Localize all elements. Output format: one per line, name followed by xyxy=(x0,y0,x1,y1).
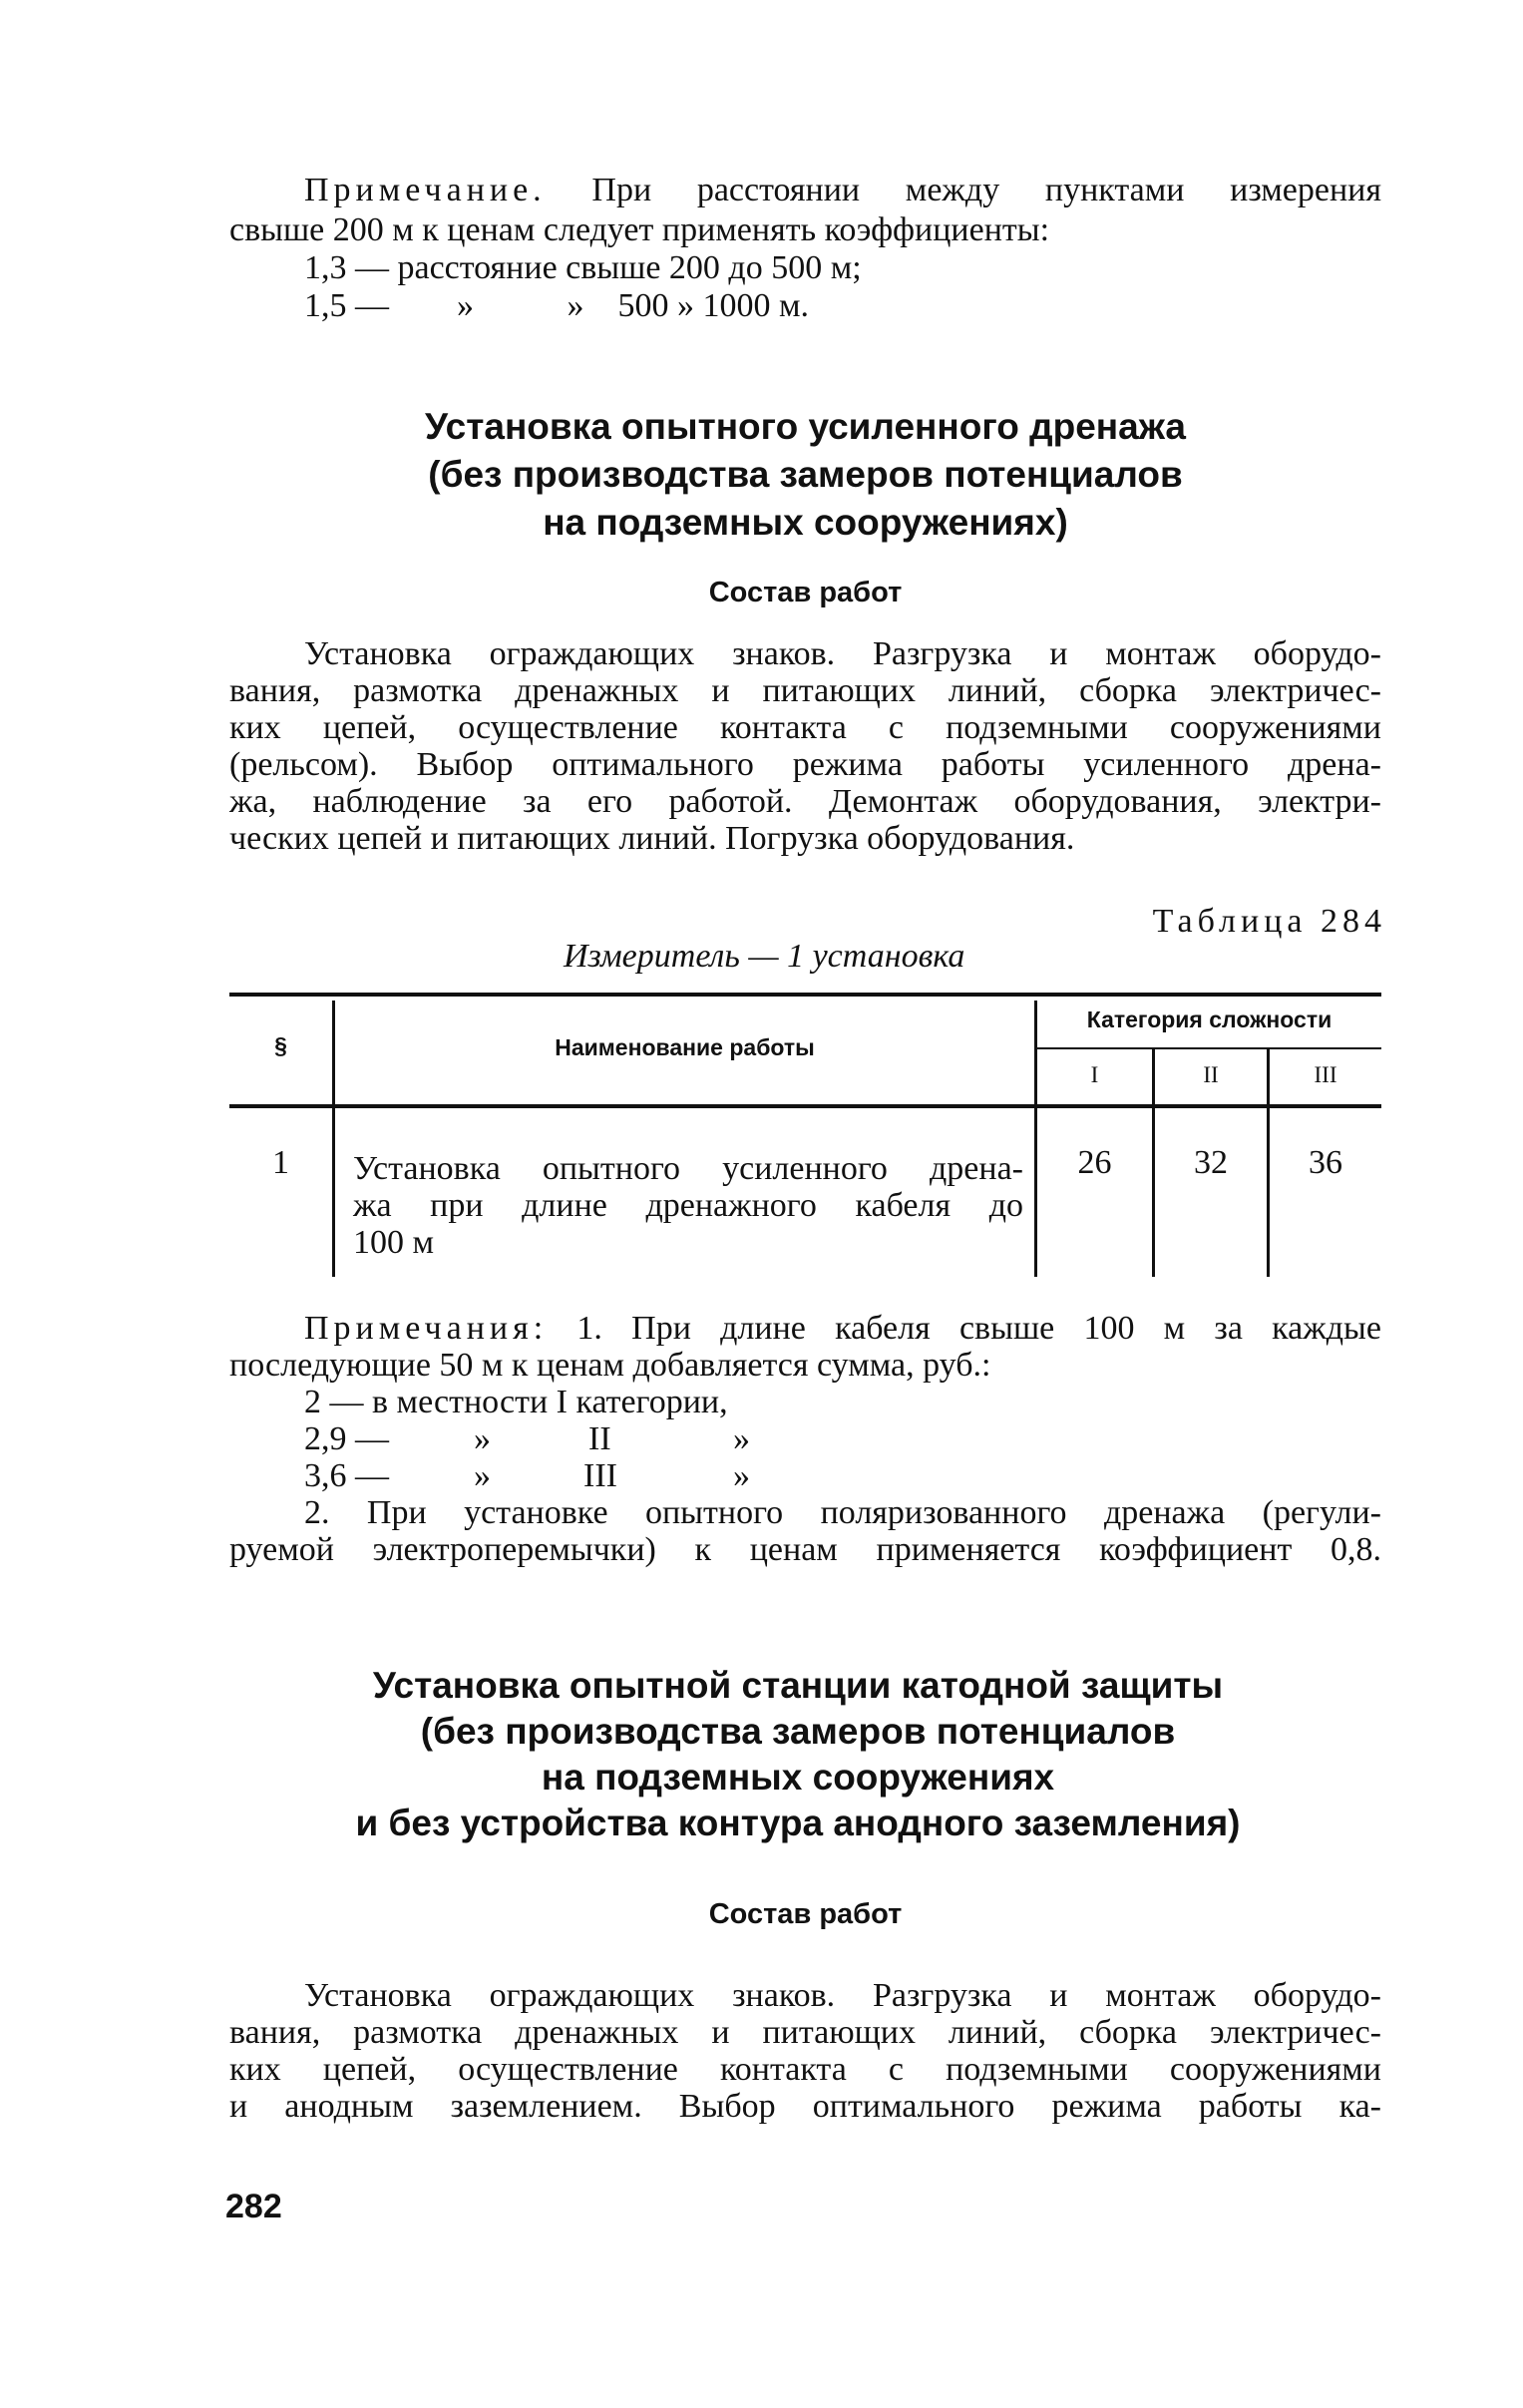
notes-line1 xyxy=(304,1310,1381,1347)
table-top-rule xyxy=(229,993,1381,997)
section1-par-line2: вания, размотка дренажных и питающих линий, сборка электричес- xyxy=(229,672,1381,709)
table-unit: Измеритель — 1 установка xyxy=(564,938,965,975)
notes-item1: 2 — в местности I категории, xyxy=(304,1384,728,1420)
header-cat-1: I xyxy=(1090,1062,1099,1087)
section2-subtitle: Состав работ xyxy=(708,1898,903,1930)
note-top-line4-text: 1,5 — » » 500 » 1000 м. xyxy=(304,287,810,324)
section1-paragraph xyxy=(304,635,1381,672)
section1-title-line2: (без производства замеров потенциалов xyxy=(428,454,1183,495)
note-top-line4 xyxy=(304,287,1102,324)
table-caption: Таблица 284 xyxy=(1152,903,1386,940)
section2-par-line2: вания, размотка дренажных и питающих линий, сборка электричес- xyxy=(229,2014,1381,2051)
notes-last1: 2. При установке опытного поляризованного дренажа (регули- xyxy=(304,1494,1381,1531)
row1-cat1: 26 xyxy=(1077,1144,1112,1181)
note-top-label: Примечание. xyxy=(304,172,547,208)
header-cat-3: III xyxy=(1314,1062,1337,1087)
row1-num: 1 xyxy=(272,1144,289,1181)
notes-last2: руемой электроперемычки) к ценам применяется коэффициент 0,8. xyxy=(229,1531,1381,1568)
section1-par-line6: ческих цепей и питающих линий. Погрузка оборудования. xyxy=(229,820,1075,857)
section2-par-line3: ких цепей, осуществление контакта с подземными сооружениями xyxy=(229,2051,1381,2088)
notes-line2: последующие 50 м к ценам добавляется сумма, руб.: xyxy=(229,1347,991,1384)
section1-title xyxy=(229,407,1381,543)
notes-item3-ditto: » xyxy=(474,1457,491,1494)
section2-paragraph-rest xyxy=(229,2014,1381,2125)
section2-title-line3: на подземных сооружениях xyxy=(541,1757,1055,1798)
notes-item2-value: 2,9 — xyxy=(304,1420,389,1457)
section2-title-line2: (без производства замеров потенциалов xyxy=(420,1711,1176,1752)
notes-item2-ditto: » xyxy=(474,1420,491,1457)
section2-title-line4: и без устройства контура анодного заземления) xyxy=(355,1803,1241,1843)
header-cat-2: II xyxy=(1203,1062,1219,1087)
row1-name-line1: Установка опытного усиленного дрена- xyxy=(353,1150,1023,1187)
section1-par-line5: жа, наблюдение за его работой. Демонтаж оборудования, электри- xyxy=(229,783,1381,820)
section1-title-line1: Установка опытного усиленного дренажа xyxy=(425,406,1186,447)
notes-item3-cat: III xyxy=(583,1457,617,1494)
notes-item2-ditto2: » xyxy=(733,1420,750,1457)
row1-name-line3: 100 м xyxy=(353,1224,435,1261)
section2-title xyxy=(199,1666,1396,1843)
page-number: 282 xyxy=(225,2188,282,2225)
notes-label: Примечания: xyxy=(304,1310,549,1347)
note-top-line3: 1,3 — расстояние свыше 200 до 500 м; xyxy=(304,249,862,286)
section1-subtitle: Состав работ xyxy=(708,577,903,608)
table-vline-2 xyxy=(1034,1001,1037,1277)
note-top-text: При расстоянии между пунктами измерения xyxy=(591,172,1382,208)
row1-name-line2: жа при длине дренажного кабеля до xyxy=(353,1187,1023,1224)
section1-title-line3: на подземных сооружениях) xyxy=(543,502,1068,543)
section1-par-line4: (рельсом). Выбор оптимального режима работы усиленного дрена- xyxy=(229,746,1381,783)
note-top-line1 xyxy=(304,172,1381,208)
notes-item3-ditto2: » xyxy=(733,1457,750,1494)
row1-cat3: 36 xyxy=(1309,1144,1342,1181)
notes-item2-cat: II xyxy=(588,1420,611,1457)
header-num: § xyxy=(274,1032,287,1058)
section2-paragraph-first xyxy=(304,1977,1381,2014)
section1-paragraph-rest xyxy=(229,672,1381,857)
note-top-line2: свыше 200 м к ценам следует применять коэффициенты: xyxy=(229,211,1050,248)
row1-name xyxy=(353,1150,1023,1261)
notes-item3-value: 3,6 — xyxy=(304,1457,389,1494)
header-category: Категория сложности xyxy=(1086,1006,1333,1032)
table-category-rule xyxy=(1037,1047,1381,1049)
section1-par-line3: ких цепей, осуществление контакта с подземными сооружениями xyxy=(229,709,1381,746)
data-table xyxy=(229,993,1381,1277)
section2-par-line4: и анодным заземлением. Выбор оптимального режима работы ка- xyxy=(229,2088,1381,2125)
notes-item2 xyxy=(304,1420,1202,1457)
table-header-rule xyxy=(229,1104,1381,1108)
notes-item3 xyxy=(304,1457,1202,1494)
header-name: Наименование работы xyxy=(555,1034,815,1060)
section1-par-line1: Установка ограждающих знаков. Разгрузка и монтаж оборудо- xyxy=(304,635,1381,672)
section2-par-line1: Установка ограждающих знаков. Разгрузка и монтаж оборудо- xyxy=(304,1977,1381,2014)
notes-line1-text: 1. При длине кабеля свыше 100 м за каждые xyxy=(576,1310,1381,1347)
section2-title-line1: Установка опытной станции катодной защиты xyxy=(372,1665,1224,1706)
row1-cat2: 32 xyxy=(1194,1144,1228,1181)
